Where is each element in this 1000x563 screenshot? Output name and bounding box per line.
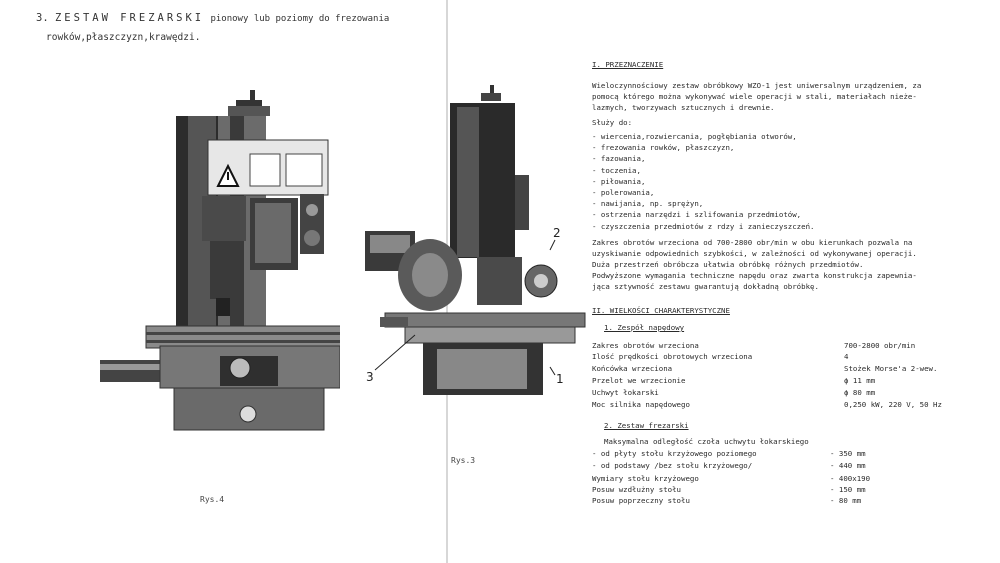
para2-line-5: jąca sztywność zestawu gwarantują dokładną obróbkę. xyxy=(592,282,819,291)
table-row: Posuw poprzeczny stołu - 80 mm xyxy=(592,496,862,505)
list-item: - fazowania, xyxy=(592,154,646,164)
section1-title: I. PRZEZNACZENIE xyxy=(592,60,664,69)
left-heading-line1 xyxy=(36,12,389,24)
list-item: - ostrzenia narzędzi i szlifowania przedmiotów, xyxy=(592,210,802,220)
table-row: Uchwyt łokarski ϕ 80 mm xyxy=(592,388,876,397)
callout-2: 2 xyxy=(553,226,561,240)
para2-line-4: Podwyższone wymagania techniczne napędu oraz zwarta konstrukcja zapewnia- xyxy=(592,271,917,280)
para2-line-1: Zakres obrotów wrzeciona od 700-2800 obr/min w obu kierunkach pozwala na xyxy=(592,238,913,247)
list-item: - wiercenia,rozwiercania, pogłębiania otworów, xyxy=(592,132,797,141)
intro-line-3: lazmych, tworzywach sztucznych i drewnie. xyxy=(592,103,775,112)
mill-intro: Maksymalna odległość czoła uchwytu łokarskiego xyxy=(604,437,809,446)
caption-fig4: Rys.4 xyxy=(200,495,225,504)
heading-title: ZESTAW FREZARSKI xyxy=(54,12,205,24)
table-row: Zakres obrotów wrzeciona 700-2800 obr/min xyxy=(592,341,916,350)
table-row: - od płyty stołu krzyżowego poziomego - 350 mm xyxy=(592,449,866,458)
sub2-title: 2. Zestaw frezarski xyxy=(604,421,689,430)
intro-line-1: Wieloczynnościowy zestaw obróbkowy WZO-1 jest uniwersalnym urządzeniem, za xyxy=(592,81,922,90)
list-item: - nawijania, np. sprężyn, xyxy=(592,199,704,209)
caption-fig3: Rys.3 xyxy=(451,456,476,465)
milling-machine-figure-4 xyxy=(100,88,340,433)
list-item: - toczenia, xyxy=(592,165,641,175)
uses-list xyxy=(592,131,814,232)
list-item: - frezowania rowków, płaszczyzn, xyxy=(592,143,735,153)
heading-number: 3. xyxy=(36,12,49,24)
table-row: - od podstawy /bez stołu krzyżowego/ - 440 mm xyxy=(592,461,866,470)
list-item: - czyszczenia przedmiotów z rdzy i zanieczyszczeń. xyxy=(592,221,815,231)
callout-1: 1 xyxy=(556,372,564,386)
list-item: - piłowania, xyxy=(592,176,646,186)
left-heading-line2: rowków,płaszczyzn,krawędzi. xyxy=(46,32,201,43)
table-row: Przelot we wrzecionie ϕ 11 mm xyxy=(592,376,876,385)
section2-title: II. WIELKOŚCI CHARAKTERYSTYCZNE xyxy=(592,306,730,315)
list-item: - polerowania, xyxy=(592,188,655,198)
intro-line-2: pomocą którego można wykonywać wiele operacji w stali, materiałach nieże- xyxy=(592,92,917,101)
table-row: Końcówka wrzeciona Stożek Morse'a 2-wew. xyxy=(592,364,938,373)
serves-label: Służy do: xyxy=(592,118,633,127)
table-row: Moc silnika napędowego 0,250 kW, 220 V, 50 Hz xyxy=(592,400,942,409)
table-row: Posuw wzdłużny stołu - 150 mm xyxy=(592,485,866,494)
table-row: Ilość prędkości obrotowych wrzeciona 4 xyxy=(592,352,849,361)
heading-rest: pionowy lub poziomy do frezowania xyxy=(210,14,390,24)
sub1-title: 1. Zespół napędowy xyxy=(604,323,685,332)
table-row: Wymiary stołu krzyżowego - 400x190 xyxy=(592,474,871,483)
milling-machine-figure-3 xyxy=(345,85,595,395)
callout-3: 3 xyxy=(366,370,374,384)
para2-line-3: Duża przestrzeń obróbcza ułatwia obróbkę różnych przedmiotów. xyxy=(592,260,864,269)
para2-line-2: uzyskiwanie odpowiednich szybkości, w zależności od wykonywanej operacji. xyxy=(592,249,917,258)
